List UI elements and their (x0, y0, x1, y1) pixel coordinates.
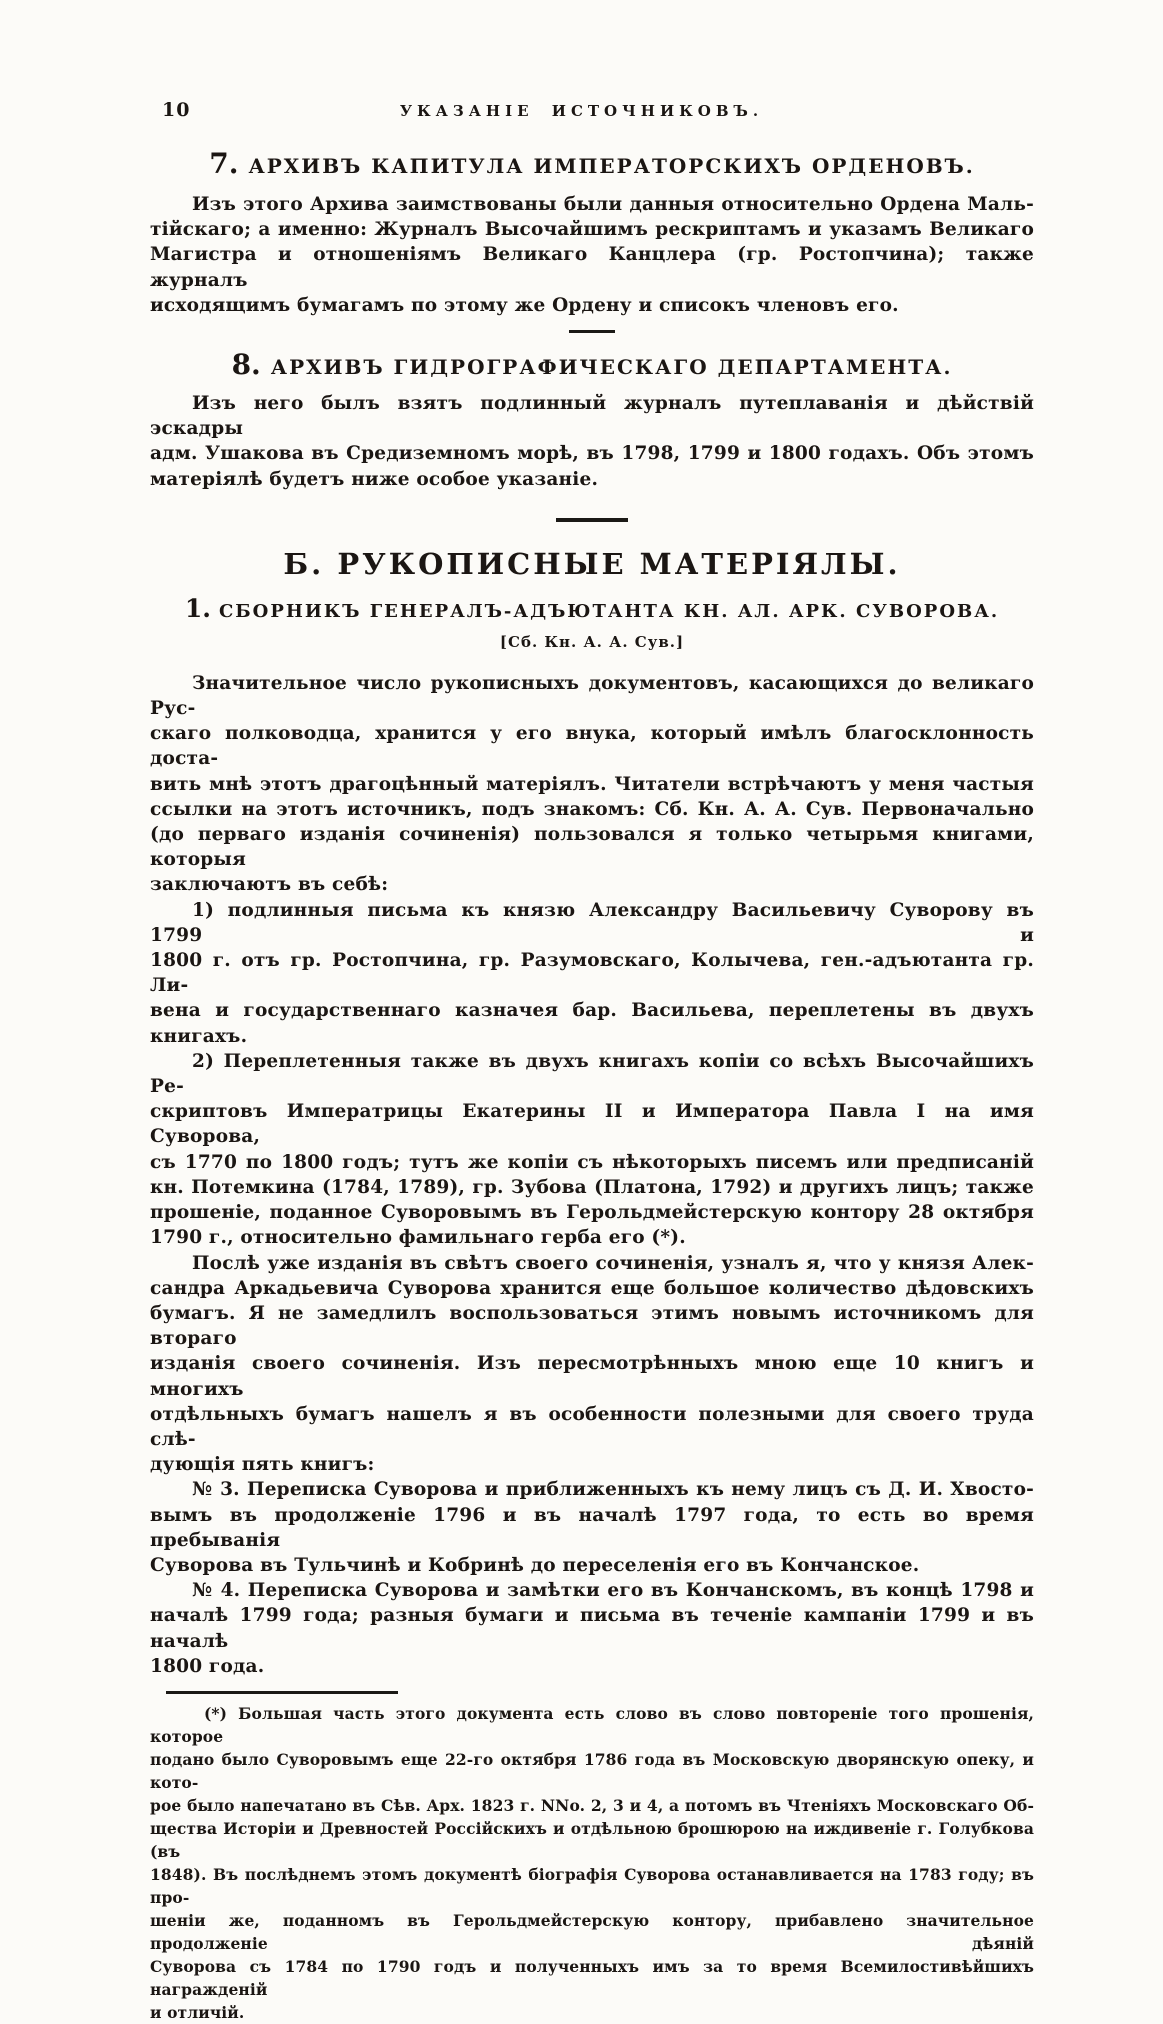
text-line: ссылки на этотъ источникъ, подъ знакомъ: Сб. Кн. А. А. Сув. Первоначально (150, 798, 1034, 820)
text-line: (до перваго изданія сочиненія) пользовался я только четырьмя книгами, которыя (150, 824, 1034, 871)
text-line: дующія пять книгъ: (150, 1454, 375, 1476)
text-line: бумагъ. Я не замедлилъ воспользоваться этимъ новымъ источникомъ для втораго (150, 1302, 1034, 1350)
list-item-2 (150, 1049, 1034, 1251)
text-line: исходящимъ бумагамъ по этому же Ордену и списокъ членовъ его. (150, 294, 899, 316)
footnote (150, 1702, 1034, 2024)
part-divider (556, 518, 628, 522)
text-line: скриптовъ Императрицы Екатерины II и Императора Павла I на имя Суворова, (150, 1101, 1034, 1148)
text-line: Послѣ уже изданія въ свѣтъ своего сочиненія, узналъ я, что у князя Алек- (192, 1252, 1034, 1274)
text-line: прошеніе, поданное Суворовымъ въ Герольдмейстерскую контору 28 октября (150, 1202, 1034, 1224)
text-line: вымъ въ продолженіе 1796 и въ началѣ 1797 года, то есть во время пребыванія (150, 1504, 1034, 1551)
section-divider (569, 330, 615, 333)
section-title: АРХИВЪ КАПИТУЛА ИМПЕРАТОРСКИХЪ ОРДЕНОВЪ. (248, 154, 975, 178)
text-line: Суворова въ Тульчинѣ и Кобринѣ до переселенія его въ Кончанское. (150, 1554, 920, 1576)
item-title: СБОРНИКЪ ГЕНЕРАЛЪ-АДЪЮТАНТА КН. АЛ. АРК. СУВОРОВА. (218, 600, 1000, 622)
book-entry-3 (150, 1477, 1034, 1578)
text-line: заключаютъ въ себѣ: (150, 874, 389, 896)
section-8-heading (150, 349, 1034, 385)
text-line: Изъ него былъ взятъ подлинный журналъ путеплаванія и дѣйствій эскадры (150, 393, 1034, 440)
text-line: матеріялѣ будетъ ниже особое указаніе. (150, 468, 599, 490)
text-line: съ 1770 по 1800 годъ; тутъ же копіи съ нѣкоторыхъ писемъ или предписаній (150, 1151, 1034, 1173)
text-line: Магистра и отношеніямъ Великаго Канцлера (гр. Ростопчина); также журналъ (150, 244, 1034, 291)
text-line: 1) подлинныя письма къ князю Александру Васильевичу Суворову въ 1799 и (150, 899, 1034, 946)
text-line: (*) Большая часть этого документа есть слово въ слово повтореніе того прошенія, которое (150, 1703, 1034, 1746)
citation-abbreviation: [Сб. Кн. А. А. Сув.] (499, 632, 685, 651)
text-line: 1800 года. (150, 1655, 265, 1677)
text-line: № 3. Переписка Суворова и приближенныхъ къ нему лицъ съ Д. И. Хвосто- (192, 1479, 1034, 1501)
section-7-paragraph (150, 192, 1034, 318)
running-head: УКАЗАНІЕ ИСТОЧНИКОВЪ. (399, 102, 764, 120)
item-number: 1. (184, 593, 211, 623)
text-line: тійскаго; а именно: Журналъ Высочайшимъ рескриптамъ и указамъ Великаго (150, 219, 1034, 241)
text-line: рое было напечатано въ Сѣв. Арх. 1823 г. NNo. 2, 3 и 4, а потомъ въ Чтеніяхъ Московскаго Об- (150, 1795, 1034, 1815)
list-item-1 (150, 898, 1034, 1049)
paragraph (150, 1251, 1034, 1478)
text-line: 1800 г. отъ гр. Ростопчина, гр. Разумовскаго, Колычева, ген.-адъютанта гр. Ли- (150, 950, 1034, 997)
text-line: щества Исторіи и Древностей Россійскихъ и отдѣльною брошюрою на иждивеніе г. Голубкова (въ (150, 1818, 1034, 1861)
section-8-paragraph (150, 391, 1034, 492)
part-b-heading: Б. РУКОПИСНЫЕ МАТЕРІЯЛЫ. (283, 546, 901, 581)
book-entry-4 (150, 1578, 1034, 1679)
text-line: Изъ этого Архива заимствованы были данныя относительно Ордена Маль- (192, 194, 1034, 215)
text-line: Значительное число рукописныхъ документовъ, касающихся до великаго Рус- (150, 672, 1034, 720)
text-line: подано было Суворовымъ еще 22-го октября 1786 года въ Московскую дворянскую опеку, и кото- (150, 1749, 1034, 1792)
text-line: отдѣльныхъ бумагъ нашелъ я въ особенности полезными для своего труда слѣ- (150, 1403, 1034, 1450)
section-7-heading (150, 148, 1034, 184)
text-line: вить мнѣ этотъ драгоцѣнный матеріялъ. Читатели встрѣчаютъ у меня частыя (150, 773, 1034, 795)
item-1-heading (150, 594, 1034, 627)
text-line: 1848). Въ послѣднемъ этомъ документѣ біографія Суворова останавливается на 1783 году; въ про- (150, 1864, 1034, 1907)
text-line: адм. Ушакова въ Средиземномъ морѣ, въ 1798, 1799 и 1800 годахъ. Объ этомъ (150, 443, 1034, 465)
section-number: 8. (231, 348, 261, 382)
text-line: кн. Потемкина (1784, 1789), гр. Зубова (Платона, 1792) и другихъ лицъ; также (150, 1176, 1034, 1198)
text-line: 2) Переплетенныя также въ двухъ книгахъ копіи со всѣхъ Высочайшихъ Ре- (150, 1050, 1034, 1098)
text-line: вена и государственнаго казначея бар. Васильева, переплетены въ двухъ книгахъ. (150, 1000, 1034, 1047)
section-title: АРХИВЪ ГИДРОГРАФИЧЕСКАГО ДЕПАРТАМЕНТА. (270, 355, 953, 380)
section-number: 7. (209, 147, 239, 180)
paragraph (150, 671, 1034, 898)
text-line: изданія своего сочиненія. Изъ пересмотрѣнныхъ мною еще 10 книгъ и многихъ (150, 1353, 1034, 1400)
text-line: скаго полководца, хранится у его внука, который имѣлъ благосклонность доста- (150, 723, 1034, 770)
text-line: и отличій. (150, 2002, 245, 2022)
page-content (150, 140, 1034, 2024)
text-line: началѣ 1799 года; разныя бумаги и письма въ теченіе кампаніи 1799 и въ началѣ (150, 1605, 1034, 1652)
text-line: 1790 г., относительно фамильнаго герба его (*). (150, 1227, 686, 1249)
text-line: Суворова съ 1784 по 1790 годъ и полученныхъ имъ за то время Всемилостивѣйшихъ награжденій (150, 1956, 1034, 1999)
page-number: 10 (162, 99, 191, 121)
text-line: № 4. Переписка Суворова и замѣтки его въ Кончанскомъ, въ концѣ 1798 и (192, 1580, 1034, 1602)
footnote-rule (166, 1691, 398, 1694)
text-line: шеніи же, поданномъ въ Герольдмейстерскую контору, прибавлено значительное продолженіе дѣяній (150, 1910, 1034, 1953)
text-line: сандра Аркадьевича Суворова хранится еще большое количество дѣдовскихъ (150, 1277, 1034, 1299)
